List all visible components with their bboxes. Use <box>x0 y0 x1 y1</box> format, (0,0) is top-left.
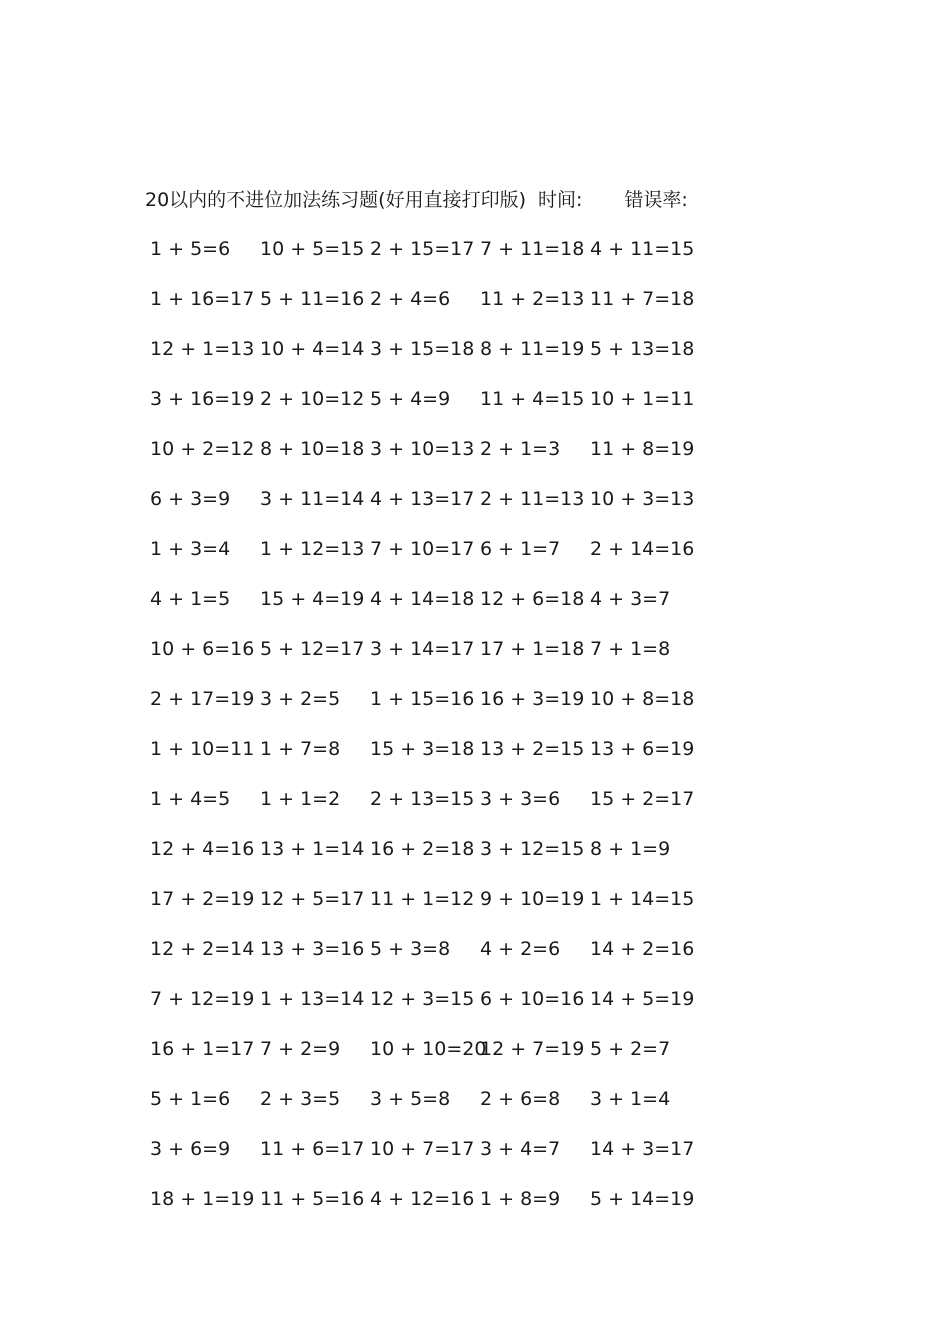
problem: 4 + 3=7 <box>590 588 671 610</box>
problem: 12 + 6=18 <box>480 588 585 610</box>
problem: 11 + 4=15 <box>480 388 585 410</box>
problem: 2 + 10=12 <box>260 388 365 410</box>
problem: 11 + 6=17 <box>260 1138 365 1160</box>
problem: 2 + 17=19 <box>150 688 255 710</box>
problem: 16 + 2=18 <box>370 838 475 860</box>
problem-row <box>0 934 950 964</box>
problem: 7 + 10=17 <box>370 538 475 560</box>
problem: 13 + 6=19 <box>590 738 695 760</box>
problem-row <box>0 384 950 414</box>
problem: 4 + 14=18 <box>370 588 475 610</box>
problem: 10 + 3=13 <box>590 488 695 510</box>
problem: 4 + 13=17 <box>370 488 475 510</box>
problem: 1 + 14=15 <box>590 888 695 910</box>
problem: 1 + 4=5 <box>150 788 231 810</box>
problem-row <box>0 634 950 664</box>
problem: 6 + 10=16 <box>480 988 585 1010</box>
problem: 15 + 4=19 <box>260 588 365 610</box>
problem: 3 + 2=5 <box>260 688 341 710</box>
problem: 5 + 1=6 <box>150 1088 231 1110</box>
problem: 12 + 1=13 <box>150 338 255 360</box>
problem-row <box>0 434 950 464</box>
problem: 2 + 13=15 <box>370 788 475 810</box>
problem: 7 + 1=8 <box>590 638 671 660</box>
problem: 1 + 3=4 <box>150 538 231 560</box>
problem: 14 + 2=16 <box>590 938 695 960</box>
problem: 16 + 3=19 <box>480 688 585 710</box>
problem-row <box>0 734 950 764</box>
problem: 4 + 11=15 <box>590 238 695 260</box>
problem: 2 + 1=3 <box>480 438 561 460</box>
problem: 13 + 2=15 <box>480 738 585 760</box>
problem: 1 + 10=11 <box>150 738 255 760</box>
problem: 5 + 4=9 <box>370 388 451 410</box>
problem: 11 + 5=16 <box>260 1188 365 1210</box>
problem: 10 + 2=12 <box>150 438 255 460</box>
problem: 3 + 10=13 <box>370 438 475 460</box>
problem: 8 + 1=9 <box>590 838 671 860</box>
problem-row <box>0 584 950 614</box>
problem: 13 + 1=14 <box>260 838 365 860</box>
problem: 13 + 3=16 <box>260 938 365 960</box>
problem: 5 + 13=18 <box>590 338 695 360</box>
problem: 2 + 14=16 <box>590 538 695 560</box>
problem: 3 + 4=7 <box>480 1138 561 1160</box>
error-rate-label: 错误率: <box>624 189 688 211</box>
problem: 5 + 11=16 <box>260 288 365 310</box>
problem: 1 + 7=8 <box>260 738 341 760</box>
problem: 8 + 10=18 <box>260 438 365 460</box>
problem: 4 + 12=16 <box>370 1188 475 1210</box>
problem: 3 + 11=14 <box>260 488 365 510</box>
problem: 5 + 12=17 <box>260 638 365 660</box>
problem: 7 + 12=19 <box>150 988 255 1010</box>
problem: 14 + 5=19 <box>590 988 695 1010</box>
problem: 16 + 1=17 <box>150 1038 255 1060</box>
problem: 6 + 1=7 <box>480 538 561 560</box>
problem: 2 + 4=6 <box>370 288 451 310</box>
problem-row <box>0 534 950 564</box>
problem: 12 + 7=19 <box>480 1038 585 1060</box>
problem: 18 + 1=19 <box>150 1188 255 1210</box>
problem: 3 + 14=17 <box>370 638 475 660</box>
problem: 3 + 1=4 <box>590 1088 671 1110</box>
problem: 1 + 8=9 <box>480 1188 561 1210</box>
problem: 1 + 1=2 <box>260 788 341 810</box>
problem: 2 + 3=5 <box>260 1088 341 1110</box>
problem: 1 + 13=14 <box>260 988 365 1010</box>
problem-row <box>0 684 950 714</box>
problem: 4 + 2=6 <box>480 938 561 960</box>
problem: 1 + 15=16 <box>370 688 475 710</box>
problem-row <box>0 334 950 364</box>
problem: 7 + 2=9 <box>260 1038 341 1060</box>
problem: 2 + 11=13 <box>480 488 585 510</box>
problem: 8 + 11=19 <box>480 338 585 360</box>
problem: 10 + 10=20 <box>370 1038 487 1060</box>
problem: 1 + 12=13 <box>260 538 365 560</box>
problem: 2 + 6=8 <box>480 1088 561 1110</box>
problem: 15 + 3=18 <box>370 738 475 760</box>
problem-row <box>0 1134 950 1164</box>
problem: 7 + 11=18 <box>480 238 585 260</box>
problem: 3 + 15=18 <box>370 338 475 360</box>
problem: 3 + 12=15 <box>480 838 585 860</box>
problem: 3 + 5=8 <box>370 1088 451 1110</box>
problem: 10 + 1=11 <box>590 388 695 410</box>
problem: 1 + 5=6 <box>150 238 231 260</box>
problem-row <box>0 1034 950 1064</box>
problem: 11 + 2=13 <box>480 288 585 310</box>
problem: 12 + 3=15 <box>370 988 475 1010</box>
problem: 9 + 10=19 <box>480 888 585 910</box>
problem: 10 + 8=18 <box>590 688 695 710</box>
problem: 5 + 3=8 <box>370 938 451 960</box>
problem: 12 + 2=14 <box>150 938 255 960</box>
problem-row <box>0 784 950 814</box>
problem: 2 + 15=17 <box>370 238 475 260</box>
problem: 6 + 3=9 <box>150 488 231 510</box>
problem: 3 + 3=6 <box>480 788 561 810</box>
problem: 10 + 4=14 <box>260 338 365 360</box>
problem-row <box>0 884 950 914</box>
problem: 17 + 2=19 <box>150 888 255 910</box>
problem: 10 + 7=17 <box>370 1138 475 1160</box>
problem: 15 + 2=17 <box>590 788 695 810</box>
problem: 5 + 2=7 <box>590 1038 671 1060</box>
problem: 11 + 7=18 <box>590 288 695 310</box>
worksheet-header <box>145 185 688 215</box>
problem: 10 + 5=15 <box>260 238 365 260</box>
problem-row <box>0 234 950 264</box>
problem: 10 + 6=16 <box>150 638 255 660</box>
problem-row <box>0 834 950 864</box>
problem-row <box>0 984 950 1014</box>
problem: 11 + 8=19 <box>590 438 695 460</box>
problem: 17 + 1=18 <box>480 638 585 660</box>
problem-row <box>0 484 950 514</box>
problem: 12 + 5=17 <box>260 888 365 910</box>
problem: 3 + 16=19 <box>150 388 255 410</box>
problem: 14 + 3=17 <box>590 1138 695 1160</box>
problem-row <box>0 284 950 314</box>
time-label: 时间: <box>538 189 583 211</box>
problem-row <box>0 1084 950 1114</box>
problem: 12 + 4=16 <box>150 838 255 860</box>
problem: 3 + 6=9 <box>150 1138 231 1160</box>
problem: 1 + 16=17 <box>150 288 255 310</box>
worksheet-title: 20以内的不进位加法练习题(好用直接打印版) <box>145 189 527 211</box>
problem: 5 + 14=19 <box>590 1188 695 1210</box>
problem-row <box>0 1184 950 1214</box>
problem: 4 + 1=5 <box>150 588 231 610</box>
problem: 11 + 1=12 <box>370 888 475 910</box>
